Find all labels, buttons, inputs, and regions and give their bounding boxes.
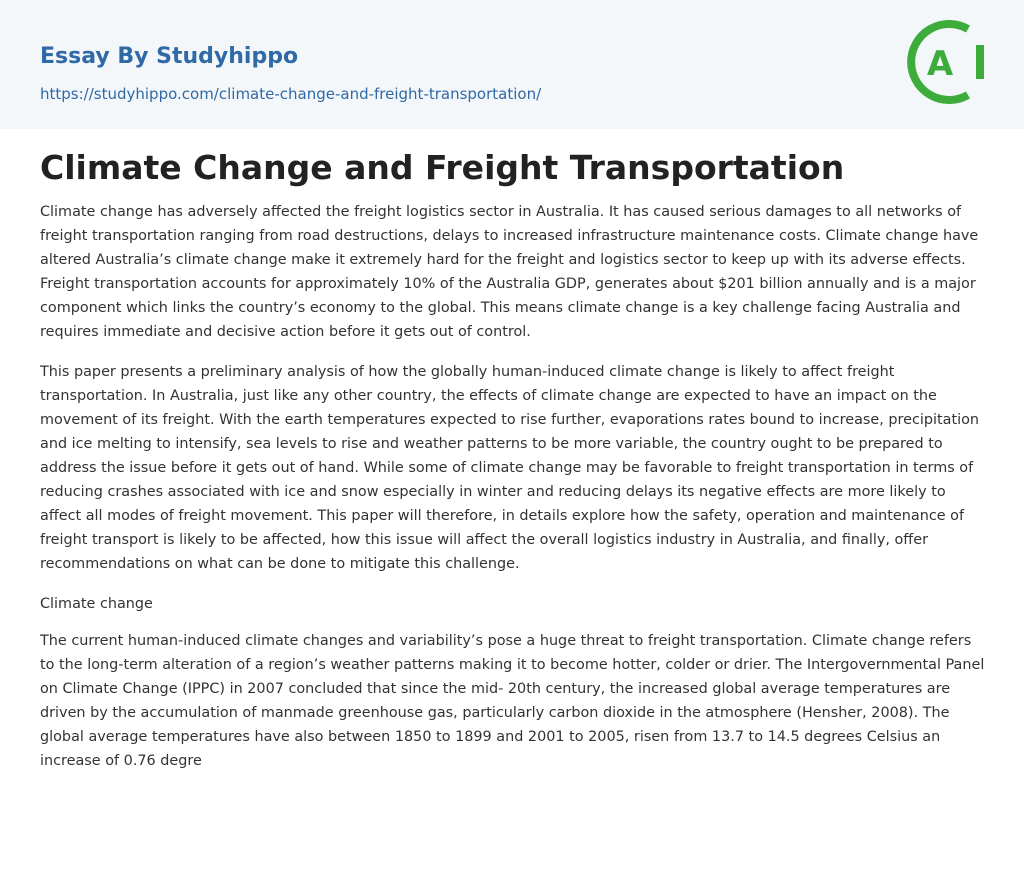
essay-paragraph-3: The current human-induced climate changes and variability’s pose a huge threat to freight transportation. Climate change refers to the long-term alteration of a region’s weather patterns making it to become hotter, colder or drier. The Intergovernmental Panel on Climate Change (IPPC) in 2007 concluded that since the mid- 20th century, the increased global average temperatures are driven by the accumulation of manmade greenhouse gas, particularly carbon dioxide in the atmosphere (Hensher, 2008). The global average temperatures have also between 1850 to 1899 and 2001 to 2005, risen from 13.7 to 14.5 degrees Celsius an increase of 0.76 degre xyxy=(40,633,985,769)
essay-content xyxy=(40,146,988,773)
essay-paragraph-2: This paper presents a preliminary analysis of how the globally human-induced climate change is likely to affect freight transportation. In Australia, just like any other country, the effects of climate change are expected to have an impact on the movement of its freight. With the earth temperatures expected to rise further, evaporations rates bound to increase, precipitation and ice melting to intensify, sea levels to rise and weather patterns to be more variable, the country ought to be prepared to address the issue before it gets out of hand. While some of climate change may be favorable to freight transportation in terms of reducing crashes associated with ice and snow especially in winter and reducing delays its negative effects are more likely to affect all modes of freight movement. This paper will therefore, in details explore how the safety, operation and maintenance of freight transport is likely to be affected, how this issue will affect the overall logistics industry in Australia, and finally, offer recommendations on what can be done to mitigate this challenge. xyxy=(40,364,980,572)
logo-letter: A xyxy=(926,44,954,84)
brand-title[interactable]: Essay By Studyhippo xyxy=(40,44,299,69)
source-url-link[interactable]: https://studyhippo.com/climate-change-and-freight-transportation/ xyxy=(40,85,542,103)
essay-paragraph-1: Climate change has adversely affected the freight logistics sector in Australia. It has caused serious damages to all networks of freight transportation ranging from road destructions, delays to increased infrastructure maintenance costs. Climate change have altered Australia’s climate change make it extremely hard for the freight and logistics sector to keep up with its adverse effects. Freight transportation accounts for approximately 10% of the Australia GDP, generates about $201 billion annually and is a major component which links the country’s economy to the global. This means climate change is a key challenge facing Australia and requires immediate and decisive action before it gets out of control. xyxy=(40,204,979,340)
section-heading-climate-change: Climate change xyxy=(40,596,153,612)
essay-title: Climate Change and Freight Transportation xyxy=(40,148,845,187)
site-header xyxy=(0,0,1024,129)
studyhippo-logo-icon[interactable] xyxy=(906,18,990,106)
